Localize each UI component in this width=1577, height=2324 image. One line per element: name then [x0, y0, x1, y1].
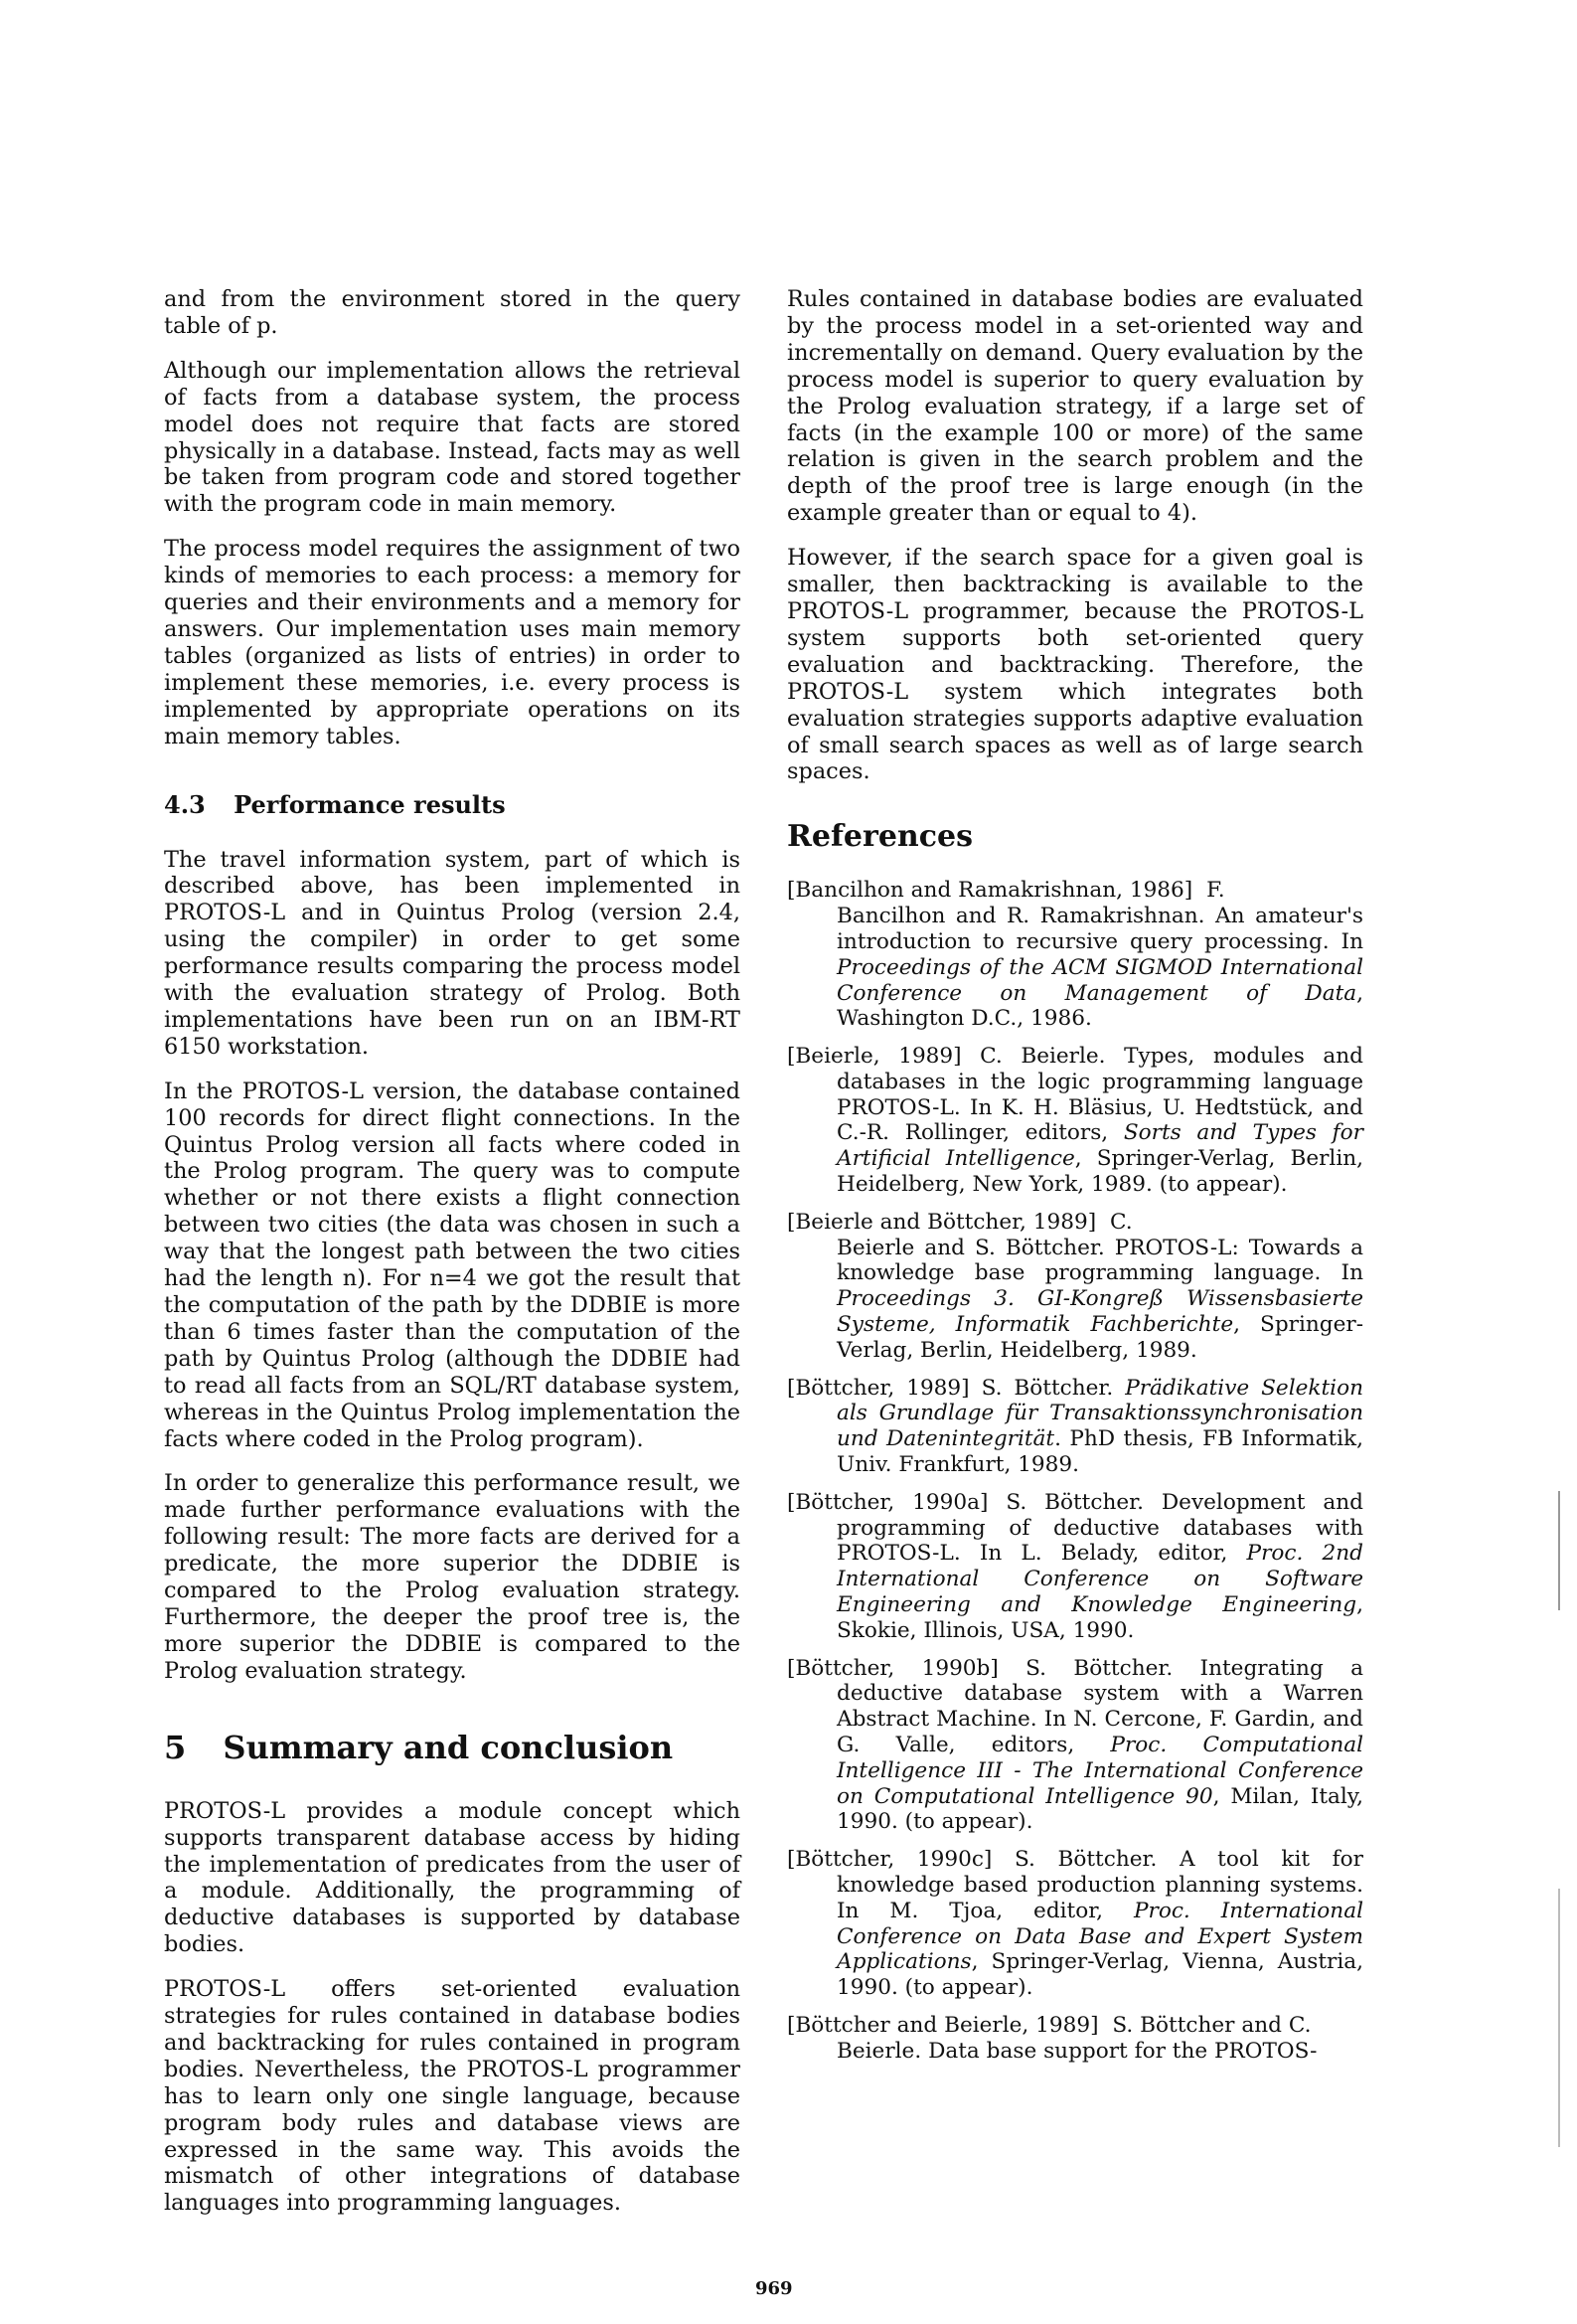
paragraph: PROTOS-L offers set-oriented evaluation strategies for rules contained in database bodies and backtracking for rules contained in program bodies. Nevertheless, the PROTOS-L programmer has to learn only one single language, because program body rules and database views are expressed in the same way. This avoids the mismatch of other integrations of database languages into programming languages.: [164, 1976, 740, 2217]
references-heading: References: [787, 819, 973, 855]
paragraph: The process model requires the assignment of two kinds of memories to each process: a memory for queries and their environments and a memory for answers. Our implementation uses main memory tables (organized as lists of entries) in order to implement these memories, i.e. every process is implemented by appropriate operations on its main memory tables.: [164, 536, 740, 749]
reference-entry: [787, 1490, 1363, 1644]
reference-details: , Springer-Verlag, Vienna, Austria, 1990. (to appear).: [837, 1949, 1363, 2001]
reference-key: [Bancilhon and Ramakrishnan, 1986]: [787, 878, 1193, 904]
reference-key: [Böttcher, 1990c]: [787, 1847, 993, 1873]
paragraph: In order to generalize this performance result, we made further performance evaluations with the following result: The more facts are derived for a predicate, the more superior the DDBIE is compared to the Prolog evaluation strategy. Furthermore, the deeper the proof tree is, the more superior the DDBIE is compared to the Prolog evaluation strategy.: [164, 1470, 740, 1684]
reference-text: Bancilhon and R. Ramakrishnan. An amateur's introduction to recursive query processing. In: [837, 904, 1363, 954]
reference-details: , Springer-Verlag, Berlin, Heidelberg, 1989.: [837, 1312, 1363, 1363]
reference-venue: Proc. Computational Intelligence III - The International Conference on Computational Intelligence 90: [837, 1733, 1364, 1809]
reference-text: Beierle. Data base support for the PROTOS-: [837, 2038, 1318, 2064]
reference-key: [Böttcher, 1990a]: [787, 1489, 989, 1515]
reference-entry: [787, 1210, 1363, 1364]
reference-entry: [787, 2013, 1363, 2065]
reference-key: [Beierle, 1989]: [787, 1044, 962, 1070]
section-heading: [164, 1729, 740, 1766]
reference-details: , Washington D.C., 1986.: [837, 980, 1363, 1032]
reference-details: , Skokie, Illinois, USA, 1990.: [837, 1592, 1363, 1643]
reference-venue: Sorts and Types for Artificial Intelligence: [837, 1120, 1363, 1172]
reference-list: [787, 878, 1363, 2064]
reference-entry: [787, 1044, 1363, 1198]
paragraph: The travel information system, part of which is described above, has been implemented in PROTOS-L and in Quintus Prolog (version 2.4, using the compiler) in order to get some performance results comparing the process model with the evaluation strategy of Prolog. Both implementations have been run on an IBM-RT 6150 workstation.: [164, 846, 740, 1060]
reference-first-line: S. Böttcher. Integrating a deductive database system with a Warren Abstract Machine. In N. Cercone, F. Gardin, and G. Valle, editors,: [837, 1655, 1363, 1758]
section-title: Summary and conclusion: [223, 1728, 674, 1766]
reference-entry: [787, 878, 1363, 1032]
reference-venue: Proceedings of the ACM SIGMOD International Conference on Management of Data: [837, 954, 1363, 1006]
reference-entry: [787, 1847, 1363, 2001]
reference-first-line: S. Böttcher. Development and programming of deductive databases with PROTOS-L. In L. Belady, editor,: [837, 1489, 1364, 1567]
reference-key: [Beierle and Böttcher, 1989]: [787, 1209, 1097, 1235]
reference-entry: [787, 1656, 1363, 1836]
paragraph: and from the environment stored in the query table of p.: [164, 286, 740, 339]
reference-details: , Springer-Verlag, Berlin, Heidelberg, New York, 1989. (to appear).: [837, 1146, 1364, 1198]
right-column: [787, 286, 1363, 2076]
reference-text: Beierle and S. Böttcher. PROTOS-L: Towards a knowledge base programming language. In: [837, 1235, 1363, 1286]
reference-first-line: S. Böttcher and C.: [1112, 2012, 1312, 2038]
reference-key: [Böttcher and Beierle, 1989]: [787, 2012, 1099, 2038]
subsection-title: Performance results: [234, 789, 506, 819]
reference-first-line: C. Beierle. Types, modules and databases in the logic programming language PROTOS-L. In K. H. Bläsius, U. Hedtstück, and C.-R. Rollinger, editors,: [837, 1044, 1363, 1146]
section-number: 5: [164, 1728, 187, 1766]
reference-entry: [787, 1376, 1363, 1478]
reference-venue: Proc. International Conference on Data Base and Expert System Applications: [837, 1898, 1363, 1975]
reference-key: [Böttcher, 1989]: [787, 1375, 970, 1401]
reference-first-line: F.: [1206, 878, 1225, 904]
subsection-number: 4.3: [164, 789, 206, 819]
reference-venue: Prädikative Selektion als Grundlage für Transaktionssynchronisation und Datenintegrität: [837, 1375, 1363, 1452]
paragraph: Although our implementation allows the retrieval of facts from a database system, the process model does not require that facts are stored physically in a database. Instead, facts may as well be taken from program code and stored together with the program code in main memory.: [164, 357, 740, 518]
paragraph: In the PROTOS-L version, the database contained 100 records for direct flight connections. In the Quintus Prolog version all facts where coded in the Prolog program. The query was to compute whether or not there exists a flight connection between two cities (the data was chosen in such a way that the longest path between the two cities had the length n). For n=4 we got the result that the computation of the path by the DDBIE is more than 6 times faster than the computation of the path by Quintus Prolog (although the DDBIE had to read all facts from an SQL/RT database system, whereas in the Quintus Prolog implementation the facts where coded in the Prolog program).: [164, 1078, 740, 1452]
scan-margin-mark: [1558, 1889, 1560, 2147]
left-column: [164, 286, 740, 2235]
reference-key: [Böttcher, 1990b]: [787, 1655, 999, 1681]
paragraph: Rules contained in database bodies are evaluated by the process model in a set-oriented way and incrementally on demand. Query evaluation by the process model is superior to query evaluation by the Prolog evaluation strategy, if a large set of facts (in the example 100 or more) of the same relation is given in the search problem and the depth of the proof tree is large enough (in the example greater than or equal to 4).: [787, 286, 1363, 527]
reference-first-line: C.: [1110, 1209, 1133, 1235]
reference-first-line: S. Böttcher. A tool kit for knowledge based production planning systems. In M. Tjoa, editor,: [837, 1847, 1363, 1923]
paragraph: However, if the search space for a given goal is smaller, then backtracking is available to the PROTOS-L programmer, because the PROTOS-L system supports both set-oriented query evaluation and backtracking. Therefore, the PROTOS-L system which integrates both evaluation strategies supports adaptive evaluation of small search spaces as well as of large search spaces.: [787, 545, 1363, 785]
page-number: 969: [755, 2278, 793, 2299]
reference-venue: Proc. 2nd International Conference on Software Engineering and Knowledge Engineering: [837, 1541, 1363, 1618]
paragraph: PROTOS-L provides a module concept which supports transparent database access by hiding the implementation of predicates from the user of a module. Additionally, the programming of deductive databases is supported by database bodies.: [164, 1797, 740, 1958]
subsection-heading: [164, 790, 740, 819]
reference-details: . PhD thesis, FB Informatik, Univ. Frankfurt, 1989.: [837, 1426, 1364, 1478]
reference-venue: Proceedings 3. GI-Kongreß Wissensbasierte Systeme, Informatik Fachberichte: [837, 1286, 1363, 1338]
reference-first-line: S. Böttcher.: [981, 1375, 1114, 1401]
reference-details: , Milan, Italy, 1990. (to appear).: [837, 1783, 1364, 1835]
scan-margin-mark: [1558, 1491, 1560, 1610]
